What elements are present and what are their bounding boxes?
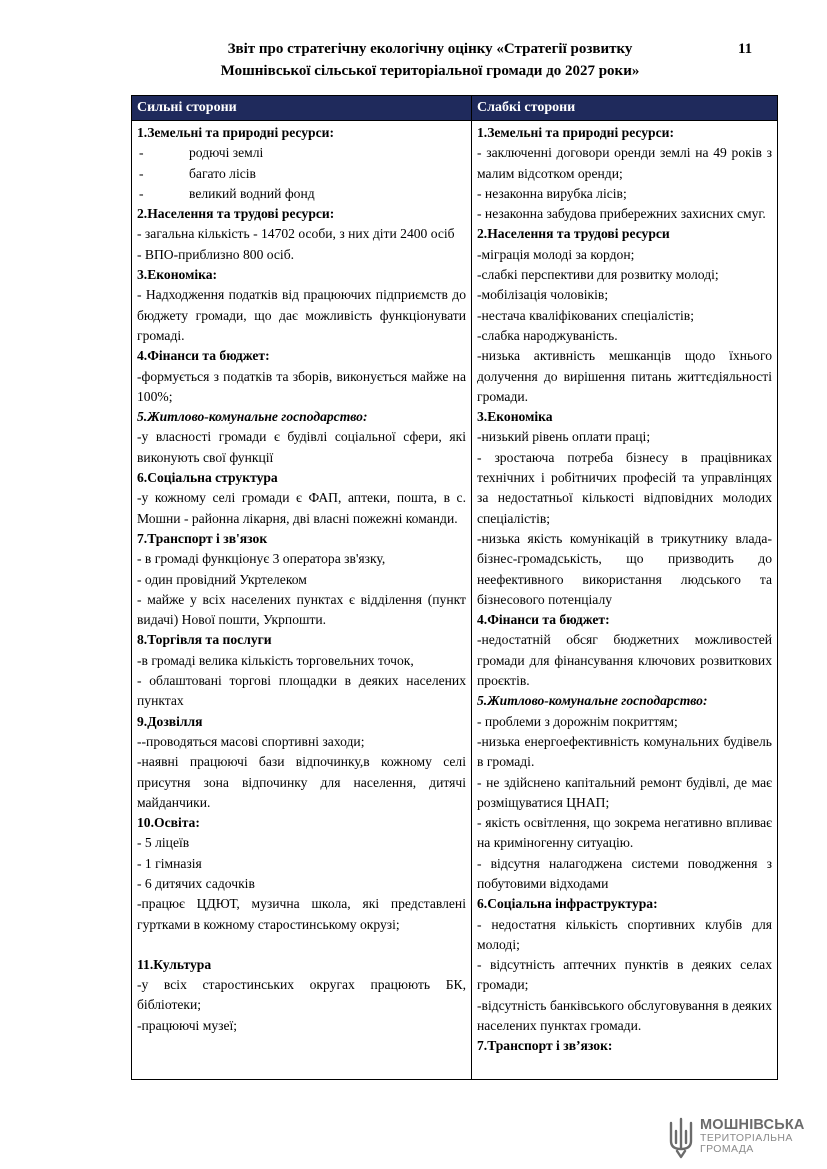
report-header <box>150 38 710 82</box>
list-item: - зростаюча потреба бізнесу в працівниках технічних і робітничих професій та управлінцях за недостатньої кількості відповідних молодих спеціалістів; <box>477 449 772 526</box>
list-item <box>137 143 466 163</box>
list-item: -слабкі перспективи для розвитку молоді; <box>477 267 719 283</box>
list-item: - заключенні договори оренди землі на 49 років з малим відсотком оренди; <box>477 145 772 181</box>
list-item: -працює ЦДЮТ, музична школа, які представлені гуртками в кожному старостинському окрузі; <box>137 896 466 932</box>
section-heading: 7.Транспорт і зв'язок <box>137 530 268 546</box>
list-item: - 6 дитячих садочків <box>137 875 255 891</box>
logo-line-3: ГРОМАДА <box>700 1143 754 1155</box>
list-item: - незаконна забудова прибережних захисних смуг. <box>477 206 766 222</box>
list-item: - не здійснено капітальний ремонт будівлі, де має розміщуватися ЦНАП; <box>477 774 772 810</box>
list-item: - один провідний Укртелеком <box>137 571 307 587</box>
section-heading: 8.Торгівля та послуги <box>137 632 272 648</box>
weaknesses-cell <box>472 121 778 1080</box>
trident-icon <box>668 1117 694 1159</box>
list-item: - в громаді функціонує 3 оператора зв'язку, <box>137 551 386 567</box>
list-item: -недостатній обсяг бюджетних можливостей громади для фінансування ключових розвиткових проєктів. <box>477 632 772 689</box>
spacer <box>137 935 466 955</box>
list-item <box>137 184 466 204</box>
list-item: - облаштовані торгові площадки в деяких населених пунктах <box>137 673 466 709</box>
header-line-1: Звіт про стратегічну екологічну оцінку «Стратегії розвитку <box>227 41 633 57</box>
section-heading: 3.Економіка <box>477 409 553 425</box>
list-item: -низький рівень оплати праці; <box>477 429 651 445</box>
list-item: -в громаді велика кількість торговельних точок, <box>137 652 414 668</box>
list-item: -мобілізація чоловіків; <box>477 287 609 303</box>
section-heading: 1.Земельні та природні ресурси: <box>477 125 674 140</box>
section-heading: 7.Транспорт і зв’язок: <box>477 1038 613 1054</box>
header-line-2: Мошнівської сільської територіальної громади до 2027 роки» <box>220 63 640 79</box>
list-item: -нестача кваліфікованих спеціалістів; <box>477 307 694 323</box>
column-header-strengths: Сильні сторони <box>132 96 472 121</box>
list-item: - загальна кількість - 14702 особи, з них діти 2400 осіб <box>137 226 455 242</box>
list-item: -низька активність мешканців щодо їхнього долучення до вирішення питань життєдіяльності громади. <box>477 348 772 404</box>
list-item: - проблеми з дорожнім покриттям; <box>477 713 678 729</box>
list-item: -наявні працюючі бази відпочинку,в кожному селі присутня зона відпочинку для населення, дитячі майданчики. <box>137 754 466 810</box>
section-heading: 1.Земельні та природні ресурси: <box>137 125 334 140</box>
section-heading: 4.Фінанси та бюджет: <box>137 348 270 364</box>
list-item: -низька енергоефективність комунальних будівель в громаді. <box>477 733 772 770</box>
section-heading: 2.Населення та трудові ресурси: <box>137 206 335 222</box>
list-item: -низька якість комунікацій в трикутнику влада-бізнес-громадськість, що призводить до неефективного використання людського та бізнесового потенціалу <box>477 530 772 607</box>
bullet-dash: - <box>139 185 144 201</box>
bullet-dash: - <box>139 145 144 161</box>
section-heading: 3.Економіка: <box>137 267 218 283</box>
list-item: - 1 гімназія <box>137 855 202 871</box>
list-item: - відсутність аптечних пунктів в деяких селах громади; <box>477 957 772 993</box>
list-item: -працюючі музеї; <box>137 1017 238 1033</box>
list-item: -у власності громади є будівлі соціальної сфери, які виконують свої функції <box>137 429 466 465</box>
list-item: - недостатня кількість спортивних клубів для молоді; <box>477 916 772 952</box>
bullet-dash: - <box>139 165 144 181</box>
list-item-text: родючі землі <box>189 145 264 161</box>
strengths-cell <box>132 121 472 1080</box>
section-heading: 10.Освіта: <box>137 815 200 831</box>
column-header-weaknesses: Слабкі сторони <box>472 96 778 121</box>
list-item: --проводяться масові спортивні заходи; <box>137 733 365 749</box>
list-item: -у всіх старостинських округах працюють БК, бібліотеки; <box>137 977 466 1013</box>
swot-table <box>131 95 778 1080</box>
page-number: 11 <box>738 41 753 57</box>
list-item: -відсутність банківського обслуговування в деяких населених пунктах громади. <box>477 997 772 1034</box>
section-heading: 5.Житлово-комунальне господарство: <box>477 693 708 709</box>
list-item-text: великий водний фонд <box>189 185 315 201</box>
logo-line-2: ТЕРИТОРІАЛЬНА <box>700 1132 793 1144</box>
list-item: - ВПО-приблизно 800 осіб. <box>137 246 295 262</box>
weaknesses-list <box>477 123 772 1057</box>
list-item <box>137 164 466 184</box>
list-item: -формується з податків та зборів, виконується майже на 100%; <box>137 368 466 404</box>
section-heading: 11.Культура <box>137 956 212 972</box>
list-item: - майже у всіх населених пунктах є відділення (пункт видачі) Нової пошти, Укрпошти. <box>137 591 466 628</box>
section-heading: 6.Соціальна структура <box>137 470 278 486</box>
list-item: - Надходження податків від працюючих підприємств до бюджету громади, що дає можливість функціонувати громаді. <box>137 287 466 343</box>
list-item: - незаконна вирубка лісів; <box>477 185 627 201</box>
section-heading: 2.Населення та трудові ресурси <box>477 226 670 242</box>
logo-subtitle <box>700 1133 793 1155</box>
logo-title: МОШНІВСЬКА <box>700 1117 805 1133</box>
section-heading: 4.Фінанси та бюджет: <box>477 612 610 628</box>
community-logo <box>668 1117 808 1159</box>
list-item: - якість освітлення, що зокрема негативно впливає на криміногенну ситуацію. <box>477 815 772 851</box>
section-heading: 5.Житлово-комунальне господарство: <box>137 409 368 425</box>
list-item: -міграція молоді за кордон; <box>477 246 635 262</box>
section-heading: 9.Дозвілля <box>137 713 203 729</box>
strengths-list <box>137 123 466 1036</box>
list-item: -слабка народжуваність. <box>477 327 618 343</box>
list-item: - відсутня налагоджена системи поводження з побутовими відходами <box>477 855 772 891</box>
list-item-text: багато лісів <box>189 165 256 181</box>
list-item: - 5 ліцеїв <box>137 835 190 851</box>
section-heading: 6.Соціальна інфраструктура: <box>477 896 658 912</box>
list-item: -у кожному селі громади є ФАП, аптеки, пошта, в с. Мошни - районна лікарня, дві власні пожежні команди. <box>137 490 466 526</box>
